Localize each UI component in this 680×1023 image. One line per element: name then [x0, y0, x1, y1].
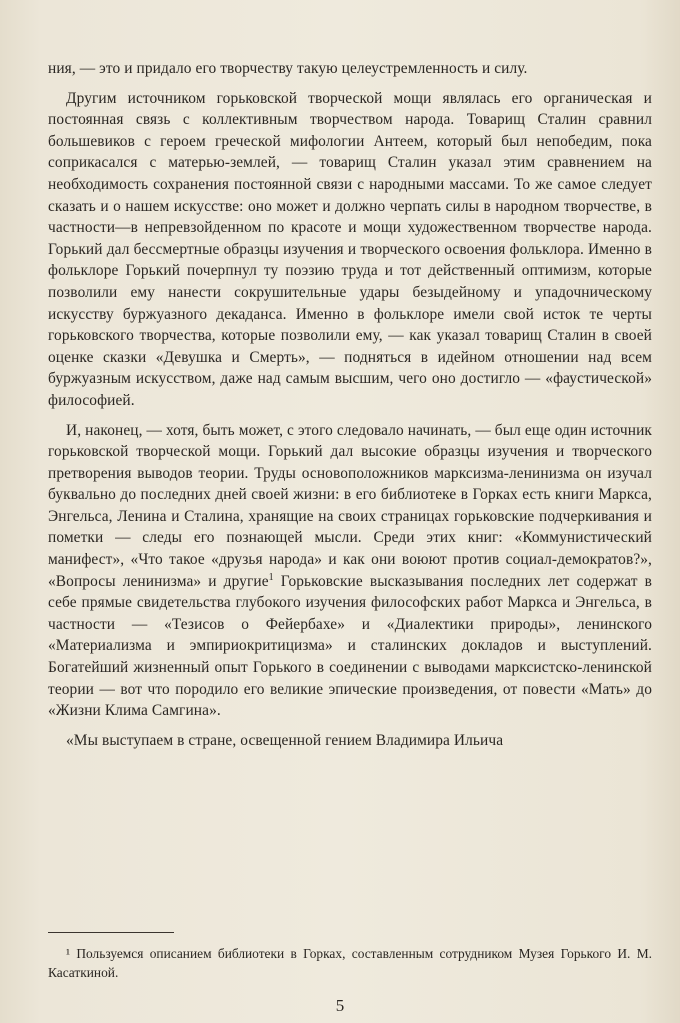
paragraph-theory: [48, 420, 652, 722]
footnote-divider: [48, 932, 174, 933]
paragraph-theory-part2: Горьковские высказывания последних лет содержат в себе прямые свидетельства глубокого изучения философских работ Маркса и Энгельса, в частности — «Тезисов о Фейербахе» и «Диалектики природы», ленинского «Материализма и эмпириокритицизма» и сталинских докладов и выступлений. Богатейший жизненный опыт Горького в соединении с выводами марксистско-ленинской теории — вот что породило его великие эпические произведения, от повести «Мать» до «Жизни Клима Самгина».: [48, 572, 652, 720]
paragraph-folklore: Другим источником горьковской творческой мощи являлась его органическая и постоянная связь с коллективным творчеством народа. Товарищ Сталин сравнил большевиков с героем греческой мифологии Антеем, который был непобедим, пока соприкасался с матерью-землей, — товарищ Сталин указал этим сравнением на необходимость сохранения постоянной связи с народными массами. То же самое следует сказать и о нашем искусстве: оно может и должно черпать силы в народном творчестве, в частности—в непревзойденном по красоте и мощи художественном творчестве народа. Горький дал бессмертные образцы изучения и творческого освоения фольклора. Именно в фольклоре Горький почерпнул ту поэзию труда и тот действенный оптимизм, которые позволили ему нанести сокрушительные удары безыдейному и упадочническому искусству буржуазного декаданса. Именно в фольклоре имели свой исток те черты горьковского творчества, которые позволили ему, — как указал товарищ Сталин в своей оценке сказки «Девушка и Смерть», — подняться в идейном отношении над всем буржуазным искусством, даже над самым высшим, чего оно достигло — «фаустической» философией.: [48, 89, 652, 409]
footnote-text: ¹ Пользуемся описанием библиотеки в Горках, составленным сотрудником Музея Горького И. М. Касаткиной.: [48, 946, 652, 980]
paragraph-continuation: ния, — это и придало его творчеству такую целеустремленность и силу.: [48, 60, 528, 77]
paragraph-theory-part1: И, наконец, — хотя, быть может, с этого следовало начинать, — был еще один источник горьковской творческой мощи. Горький дал высокие образцы изучения и творческого претворения выводов теории. Труды основоположников марксизма-ленинизма он изучал буквально до последних дней своей жизни: в его библиотеке в Горках есть книги Маркса, Энгельса, Ленина и Сталина, хранящие на своих страницах горьковские подчеркивания и пометки — следы его познающей мысли. Среди этих книг: «Коммунистический манифест», «Что такое «друзья народа» и как они воюют против социал-демократов?», «Вопросы ленинизма» и другие: [48, 421, 652, 590]
footnote-reference: 1: [268, 571, 274, 583]
page-number: 5: [335, 996, 345, 1015]
main-text: [48, 58, 652, 751]
paragraph-quote-start: «Мы выступаем в стране, освещенной гением Владимира Ильича: [66, 731, 504, 749]
